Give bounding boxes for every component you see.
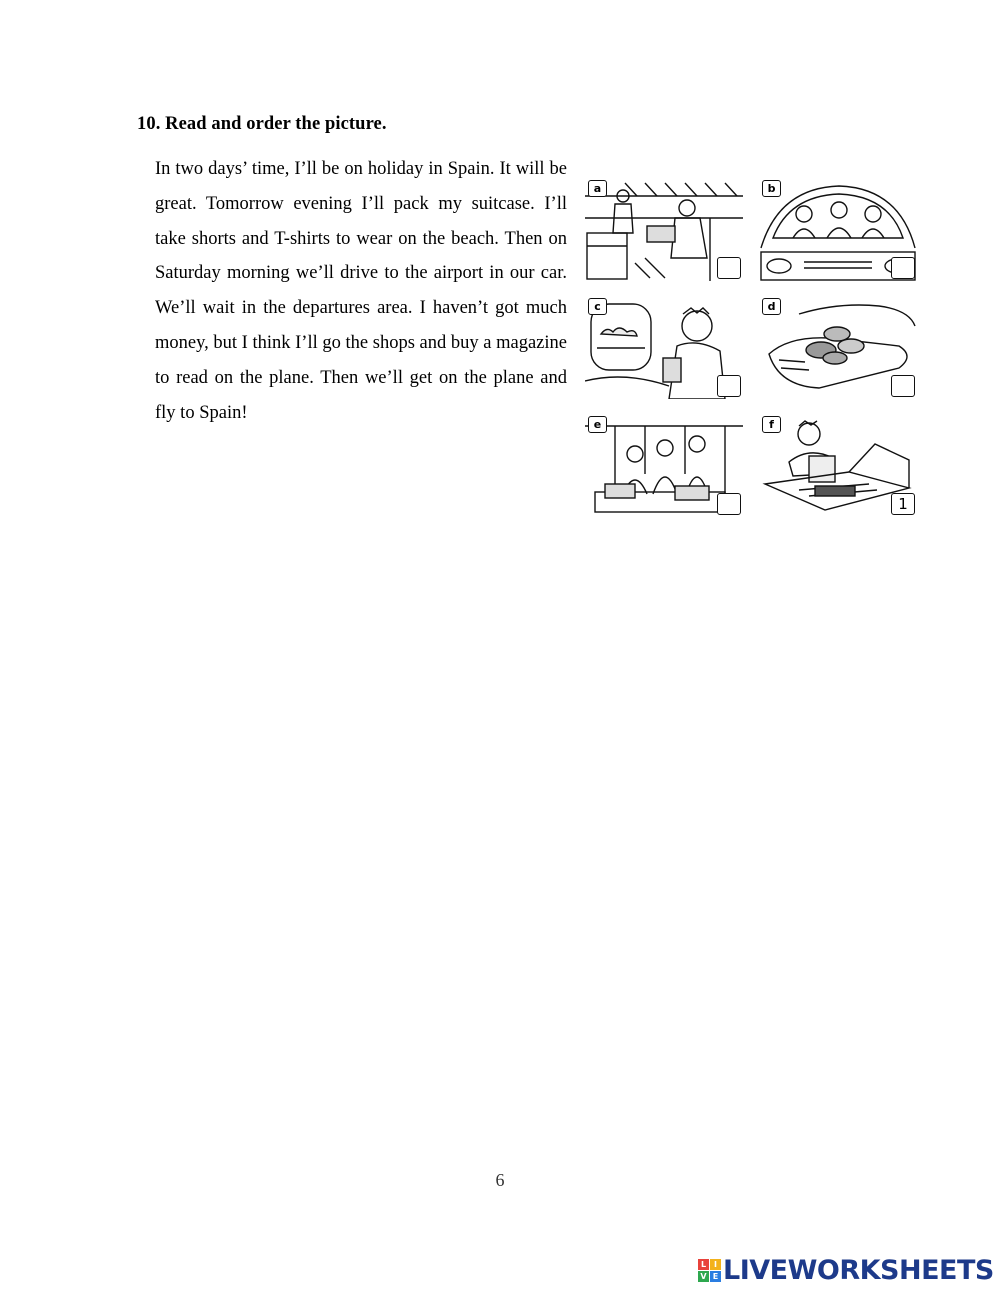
picture-grid [585,178,917,520]
answer-box-b[interactable] [891,257,915,279]
picture-panel-a [585,178,743,281]
exercise-heading: 10. Read and order the picture. [137,114,387,134]
picture-letter-b: b [762,180,781,197]
picture-letter-f: f [762,416,781,433]
picture-panel-c [585,296,743,399]
picture-letter-c: c [588,298,607,315]
picture-letter-e: e [588,416,607,433]
answer-box-c[interactable] [717,375,741,397]
picture-letter-d: d [762,298,781,315]
logo-tile-v: V [698,1271,709,1282]
answer-box-d[interactable] [891,375,915,397]
liveworksheets-logo[interactable] [698,1254,994,1286]
logo-tile-i: I [710,1259,721,1270]
answer-box-e[interactable] [717,493,741,515]
picture-letter-a: a [588,180,607,197]
page-number: 6 [495,1170,505,1190]
picture-panel-f [759,414,917,517]
answer-box-f[interactable]: 1 [891,493,915,515]
answer-box-a[interactable] [717,257,741,279]
logo-tile-e: E [710,1271,721,1282]
liveworksheets-logo-text: LIVEWORKSHEETS [723,1254,994,1286]
reading-passage: In two days’ time, I’ll be on holiday in Spain. It will be great. Tomorrow evening I’ll pack my suitcase. I’ll take shorts and T-shirts to wear on the beach. Then on Saturday morning we’ll drive to the airport in our car. We’ll wait in the departures area. I haven’t got much money, but I think I’ll go the shops and buy a magazine to read on the plane. Then we’ll get on the plane and fly to Spain! [155,159,567,423]
picture-panel-b [759,178,917,281]
liveworksheets-logo-icon [698,1259,721,1282]
logo-tile-l: L [698,1259,709,1270]
picture-panel-e [585,414,743,517]
picture-panel-d [759,296,917,399]
